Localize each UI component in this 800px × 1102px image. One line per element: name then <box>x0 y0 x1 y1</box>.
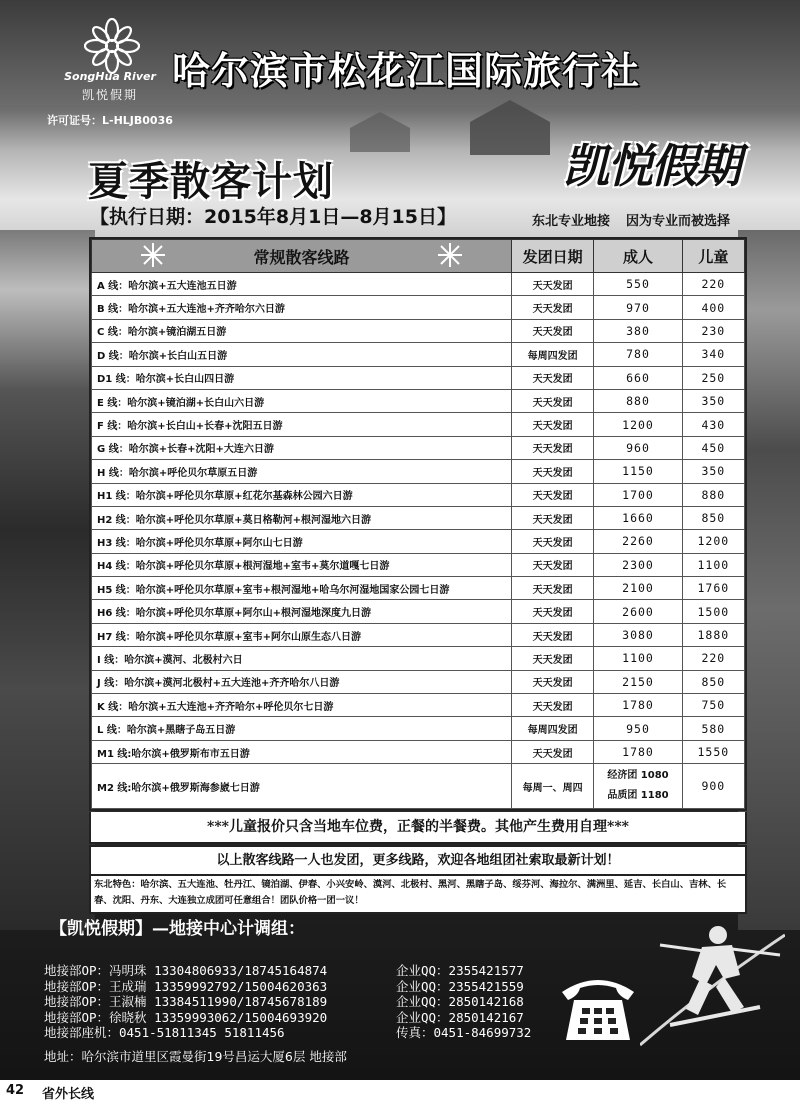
cell-date: 天天发团 <box>511 506 593 529</box>
contact-row <box>44 961 564 977</box>
cell-adult: 780 <box>594 343 682 366</box>
cell-date: 天天发团 <box>511 694 593 717</box>
cell-child: 220 <box>682 273 744 296</box>
contact-person: 地接部OP：王成瑞 13359992792/15004620363 <box>44 978 328 994</box>
cell-adult: 380 <box>594 319 682 342</box>
cell-route: D 线：哈尔滨+长白山五日游 <box>92 343 512 366</box>
child-price-note: ***儿童报价只含当地车位费，正餐的半餐费。其他产生费用自理*** <box>89 812 747 844</box>
cell-date: 天天发团 <box>511 483 593 506</box>
cell-child: 850 <box>682 506 744 529</box>
cell-child: 400 <box>682 296 744 319</box>
contact-qq: 企业QQ：2355421577 <box>396 963 524 978</box>
contact-person: 地接部OP：王淑楠 13384511990/18745678189 <box>44 994 328 1009</box>
cell-adult: 1780 <box>594 694 682 717</box>
cell-date: 天天发团 <box>511 530 593 553</box>
table-row <box>92 389 745 412</box>
cell-route: C 线：哈尔滨+镜泊湖五日游 <box>92 319 512 342</box>
contact-qq: 企业QQ：2850142168 <box>396 994 524 1009</box>
cell-date: 天天发团 <box>511 296 593 319</box>
cell-child: 220 <box>682 647 744 670</box>
cell-route: H4 线：哈尔滨+呼伦贝尔草原+根河湿地+室韦+莫尔道嘎七日游 <box>92 553 512 576</box>
cell-child: 1880 <box>682 623 744 646</box>
cell-adult: 1200 <box>594 413 682 436</box>
scenery-left <box>0 230 95 930</box>
table-row <box>92 764 745 809</box>
cell-child: 430 <box>682 413 744 436</box>
footer-bar <box>0 1080 800 1100</box>
cell-adult: 660 <box>594 366 682 389</box>
cell-route: G 线：哈尔滨+长春+沈阳+大连六日游 <box>92 436 512 459</box>
cell-adult <box>594 764 682 809</box>
contact-row <box>44 992 564 1008</box>
cell-date: 天天发团 <box>511 319 593 342</box>
cell-adult: 950 <box>594 717 682 740</box>
cell-date: 天天发团 <box>511 740 593 763</box>
table-row <box>92 319 745 342</box>
cell-date: 天天发团 <box>511 413 593 436</box>
slogan <box>532 210 746 229</box>
cell-child: 350 <box>682 389 744 412</box>
execution-date: 【执行日期：2015年8月1日—8月15日】 <box>90 206 456 228</box>
cell-adult: 1660 <box>594 506 682 529</box>
cell-adult: 2300 <box>594 553 682 576</box>
cell-route: M2 线:哈尔滨+俄罗斯海参崴七日游 <box>92 764 512 809</box>
cell-date: 天天发团 <box>511 389 593 412</box>
header-child: 儿童 <box>682 240 744 273</box>
cell-route: H1 线：哈尔滨+呼伦贝尔草原+红花尔基森林公园六日游 <box>92 483 512 506</box>
logo-chinese: 凯悦假期 <box>81 88 138 102</box>
cell-child: 880 <box>682 483 744 506</box>
cell-date: 天天发团 <box>511 577 593 600</box>
cell-adult: 880 <box>594 389 682 412</box>
cell-child: 250 <box>682 366 744 389</box>
cell-date: 天天发团 <box>511 623 593 646</box>
brand-text: 凯悦假期 <box>563 139 739 193</box>
cell-route: H 线：哈尔滨+呼伦贝尔草原五日游 <box>92 460 512 483</box>
slogan-part-1: 东北专业地接 <box>532 214 611 229</box>
contact-row <box>44 1008 564 1024</box>
cell-route: F 线：哈尔滨+长白山+长春+沈阳五日游 <box>92 413 512 436</box>
table-row <box>92 717 745 740</box>
cabin-graphic <box>350 112 410 152</box>
header-date: 发团日期 <box>511 240 593 273</box>
contact-qq: 企业QQ：2355421559 <box>396 978 524 994</box>
contact-list <box>44 961 564 1039</box>
table-row <box>92 273 745 296</box>
cell-route: H7 线：哈尔滨+呼伦贝尔草原+室韦+阿尔山原生态八日游 <box>92 623 512 646</box>
route-table <box>89 237 747 811</box>
snowflake-icon <box>140 242 166 268</box>
header-route <box>92 240 512 273</box>
cell-child: 580 <box>682 717 744 740</box>
cell-date: 天天发团 <box>511 366 593 389</box>
table-row <box>92 296 745 319</box>
cell-adult: 1150 <box>594 460 682 483</box>
table-row <box>92 506 745 529</box>
cell-child: 750 <box>682 694 744 717</box>
table-row <box>92 623 745 646</box>
cell-date: 每周四发团 <box>511 717 593 740</box>
table-row <box>92 553 745 576</box>
contact-qq: 传真：0451-84699732 <box>396 1025 532 1040</box>
cell-date: 天天发团 <box>511 670 593 693</box>
table-row <box>92 436 745 459</box>
table-row <box>92 670 745 693</box>
table-row <box>92 460 745 483</box>
cell-date: 天天发团 <box>511 436 593 459</box>
cell-child: 230 <box>682 319 744 342</box>
table-row <box>92 740 745 763</box>
table-header-row <box>92 240 745 273</box>
cell-route: D1 线：哈尔滨+长白山四日游 <box>92 366 512 389</box>
page-number: 42 <box>6 1083 25 1098</box>
cell-date: 天天发团 <box>511 553 593 576</box>
cell-child: 450 <box>682 436 744 459</box>
cell-route: H2 线：哈尔滨+呼伦贝尔草原+莫日格勒河+根河湿地六日游 <box>92 506 512 529</box>
contact-row <box>44 1023 564 1039</box>
table-row <box>92 600 745 623</box>
cell-child: 1100 <box>682 553 744 576</box>
logo <box>62 18 158 110</box>
contact-section-title: 【凯悦假期】—地接中心计调组： <box>50 919 305 939</box>
cell-date: 天天发团 <box>511 600 593 623</box>
cell-route: J 线：哈尔滨+漠河北极村+五大连池+齐齐哈尔八日游 <box>92 670 512 693</box>
page-section-label: 省外长线 <box>42 1087 95 1102</box>
cell-date: 每周一、周四 <box>511 764 593 809</box>
brand-logo <box>563 118 788 198</box>
license-number: 许可证号：L-HLJB0036 <box>47 114 173 127</box>
cell-adult: 1700 <box>594 483 682 506</box>
table-row <box>92 530 745 553</box>
cell-child: 1760 <box>682 577 744 600</box>
cell-route: H6 线：哈尔滨+呼伦贝尔草原+阿尔山+根河湿地深度九日游 <box>92 600 512 623</box>
cabin-graphic <box>470 100 550 155</box>
flower-icon <box>84 18 140 74</box>
cell-child: 340 <box>682 343 744 366</box>
cell-route: B 线：哈尔滨+五大连池+齐齐哈尔六日游 <box>92 296 512 319</box>
contact-person: 地接部OP：徐晓秋 13359993062/15004693920 <box>44 1009 328 1025</box>
cell-adult: 2100 <box>594 577 682 600</box>
slogan-part-2: 因为专业而被选择 <box>626 214 731 229</box>
cell-adult: 3080 <box>594 623 682 646</box>
cell-adult: 1100 <box>594 647 682 670</box>
cell-child: 350 <box>682 460 744 483</box>
cell-adult: 970 <box>594 296 682 319</box>
table-row <box>92 366 745 389</box>
table-row <box>92 483 745 506</box>
table-row <box>92 694 745 717</box>
cell-child: 1200 <box>682 530 744 553</box>
address: 地址：哈尔滨市道里区霞曼街19号昌运大厦6层 地接部 <box>44 1049 347 1064</box>
cell-route: L 线：哈尔滨+黑瞎子岛五日游 <box>92 717 512 740</box>
cell-adult: 1780 <box>594 740 682 763</box>
cell-route: I 线：哈尔滨+漠河、北极村六日 <box>92 647 512 670</box>
northeast-features: 东北特色：哈尔滨、五大连池、牡丹江、镜泊湖、伊春、小兴安岭、漠河、北极村、黑河、黑瞎子岛、绥芬河、海拉尔、满洲里、延吉、长白山、吉林、长春、沈阳、丹东、大连独立成团可任意组合！团队价格一团一议！ <box>89 874 747 914</box>
header-adult: 成人 <box>594 240 682 273</box>
cell-date: 天天发团 <box>511 273 593 296</box>
plan-title: 夏季散客计划 <box>88 159 334 205</box>
group-note: 以上散客线路一人也发团，更多线路，欢迎各地组团社索取最新计划！ <box>89 845 747 877</box>
table-row <box>92 577 745 600</box>
table-row <box>92 413 745 436</box>
company-name: 哈尔滨市松花江国际旅行社 <box>172 49 641 93</box>
cell-route: E 线：哈尔滨+镜泊湖+长白山六日游 <box>92 389 512 412</box>
cell-adult: 550 <box>594 273 682 296</box>
cell-route: H5 线：哈尔滨+呼伦贝尔草原+室韦+根河湿地+哈乌尔河湿地国家公园七日游 <box>92 577 512 600</box>
cell-route: K 线：哈尔滨+五大连池+齐齐哈尔+呼伦贝尔七日游 <box>92 694 512 717</box>
cell-date: 每周四发团 <box>511 343 593 366</box>
cell-date: 天天发团 <box>511 460 593 483</box>
cell-child: 850 <box>682 670 744 693</box>
cell-child: 1550 <box>682 740 744 763</box>
scenery-right <box>738 230 800 930</box>
cell-adult: 2260 <box>594 530 682 553</box>
contact-person: 地接部OP：冯明珠 13304806933/18745164874 <box>44 963 328 978</box>
cell-adult: 2600 <box>594 600 682 623</box>
price-adult-econ: 经济团 1080 <box>607 770 669 782</box>
cell-route: A 线：哈尔滨+五大连池五日游 <box>92 273 512 296</box>
contact-qq: 企业QQ：2850142167 <box>396 1009 524 1025</box>
cell-adult: 960 <box>594 436 682 459</box>
cell-adult: 2150 <box>594 670 682 693</box>
skier-graphic <box>640 915 785 1055</box>
cell-child: 1500 <box>682 600 744 623</box>
cell-child: 900 <box>682 764 744 809</box>
logo-english: SongHua River <box>64 70 156 83</box>
contact-row <box>44 977 564 993</box>
header-route-label: 常规散客线路 <box>253 247 350 267</box>
cell-route: H3 线：哈尔滨+呼伦贝尔草原+阿尔山七日游 <box>92 530 512 553</box>
table-row <box>92 343 745 366</box>
contact-person: 地接部座机：0451-51811345 51811456 <box>44 1025 285 1040</box>
snowflake-icon <box>437 242 463 268</box>
cell-route: M1 线:哈尔滨+俄罗斯布市五日游 <box>92 740 512 763</box>
telephone-icon <box>556 970 640 1044</box>
cell-date: 天天发团 <box>511 647 593 670</box>
price-adult-premium: 品质团 1180 <box>607 790 669 802</box>
table-row <box>92 647 745 670</box>
